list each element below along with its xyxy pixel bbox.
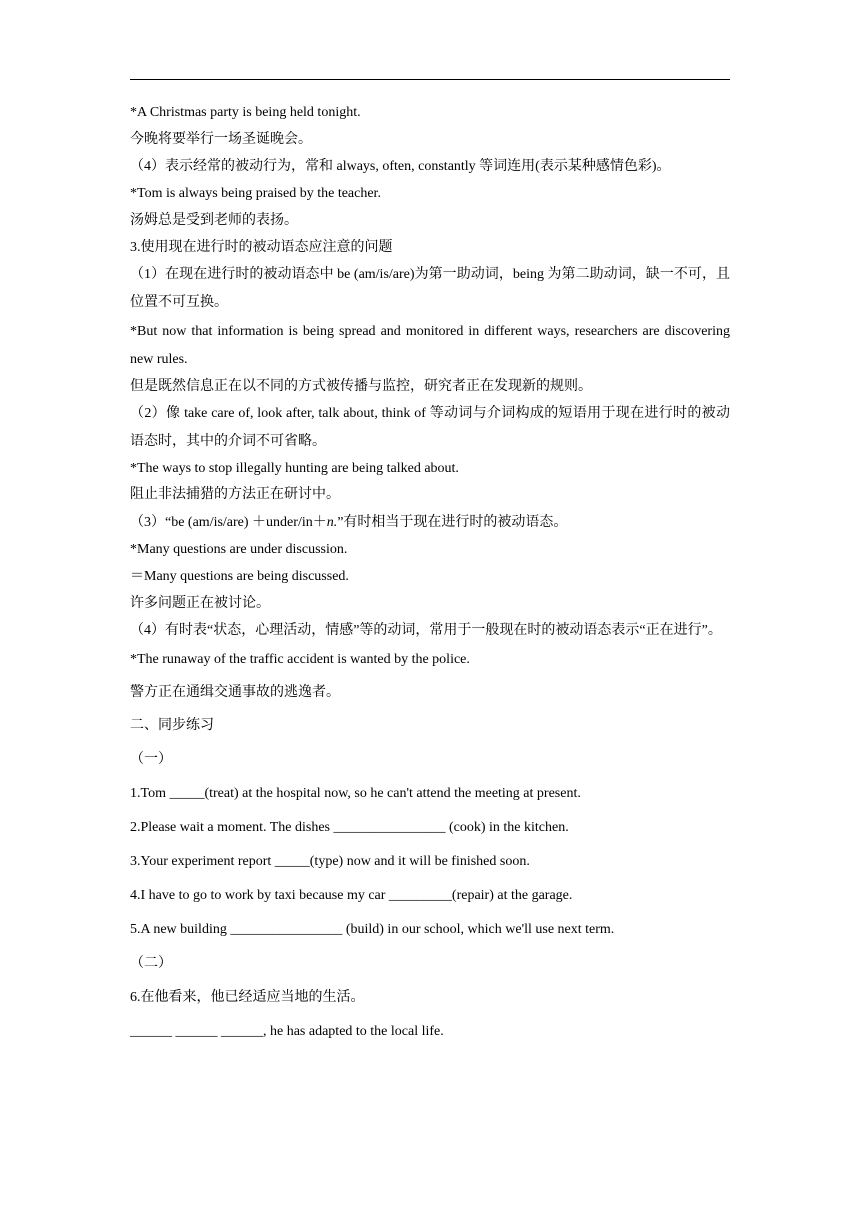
example-sentence: *Tom is always being praised by the teacher. — [130, 186, 381, 201]
rule-item-2: （2）像 take care of, look after, talk about, think of 等动词与介词构成的短语用于现在进行时的被动语态时，其中的介词不可省略。 — [130, 406, 730, 449]
exercise-part-label: （一） — [130, 752, 172, 767]
exercise-question: 1.Tom _____(treat) at the hospital now, so he can't attend the meeting at present. — [130, 786, 581, 801]
example-sentence: *Many questions are under discussion. — [130, 542, 348, 557]
exercise-question: 4.I have to go to work by taxi because my car _________(repair) at the garage. — [130, 888, 573, 903]
exercises-heading: 二、同步练习 — [130, 718, 214, 733]
example-translation: 警方正在通缉交通事故的逃逸者。 — [130, 685, 340, 700]
exercise-answer-line: ______ ______ ______, he has adapted to the local life. — [130, 1024, 444, 1039]
exercise-part-label: （二） — [130, 956, 172, 971]
example-sentence: *A Christmas party is being held tonight. — [130, 105, 361, 120]
document-body — [130, 104, 730, 1041]
example-sentence: *But now that information is being spread and monitored in different ways, researchers are discovering new rules. — [130, 324, 730, 367]
exercise-question: 2.Please wait a moment. The dishes ________________ (cook) in the kitchen. — [130, 820, 569, 835]
example-translation: 但是既然信息正在以不同的方式被传播与监控，研究者正在发现新的规则。 — [130, 379, 592, 394]
rule-item-3-tail: ”有时相当于现在进行时的被动语态。 — [337, 515, 568, 530]
exercise-question: 5.A new building ________________ (build) in our school, which we'll use next term. — [130, 922, 615, 937]
example-translation: 阻止非法捕猎的方法正在研讨中。 — [130, 487, 340, 502]
rule-item-3-text: （3）“be (am/is/are) ＋under/in＋ — [130, 515, 327, 530]
exercise-question: 3.Your experiment report _____(type) now and it will be finished soon. — [130, 854, 530, 869]
rule-item-4b: （4）有时表“状态，心理活动，情感”等的动词，常用于一般现在时的被动语态表示“正在进行”。 — [130, 623, 722, 638]
rule-item-1: （1）在现在进行时的被动语态中 be (am/is/are)为第一助动词，being 为第二助动词，缺一不可，且位置不可互换。 — [130, 267, 730, 310]
example-sentence: *The ways to stop illegally hunting are being talked about. — [130, 461, 459, 476]
section-heading: 3.使用现在进行时的被动语态应注意的问题 — [130, 240, 393, 255]
example-translation: 今晚将要举行一场圣诞晚会。 — [130, 132, 312, 147]
rule-item-4: （4）表示经常的被动行为，常和 always, often, constantly 等词连用(表示某种感情色彩)。 — [130, 159, 671, 174]
example-translation: 汤姆总是受到老师的表扬。 — [130, 213, 298, 228]
rule-item-3-noun: n. — [326, 515, 338, 530]
example-translation: 许多问题正在被讨论。 — [130, 596, 270, 611]
exercise-question: 6.在他看来，他已经适应当地的生活。 — [130, 990, 365, 1005]
header-rule — [130, 79, 730, 80]
example-sentence: ＝Many questions are being discussed. — [130, 569, 349, 584]
example-sentence: *The runaway of the traffic accident is wanted by the police. — [130, 652, 470, 667]
rule-item-3 — [130, 514, 730, 532]
